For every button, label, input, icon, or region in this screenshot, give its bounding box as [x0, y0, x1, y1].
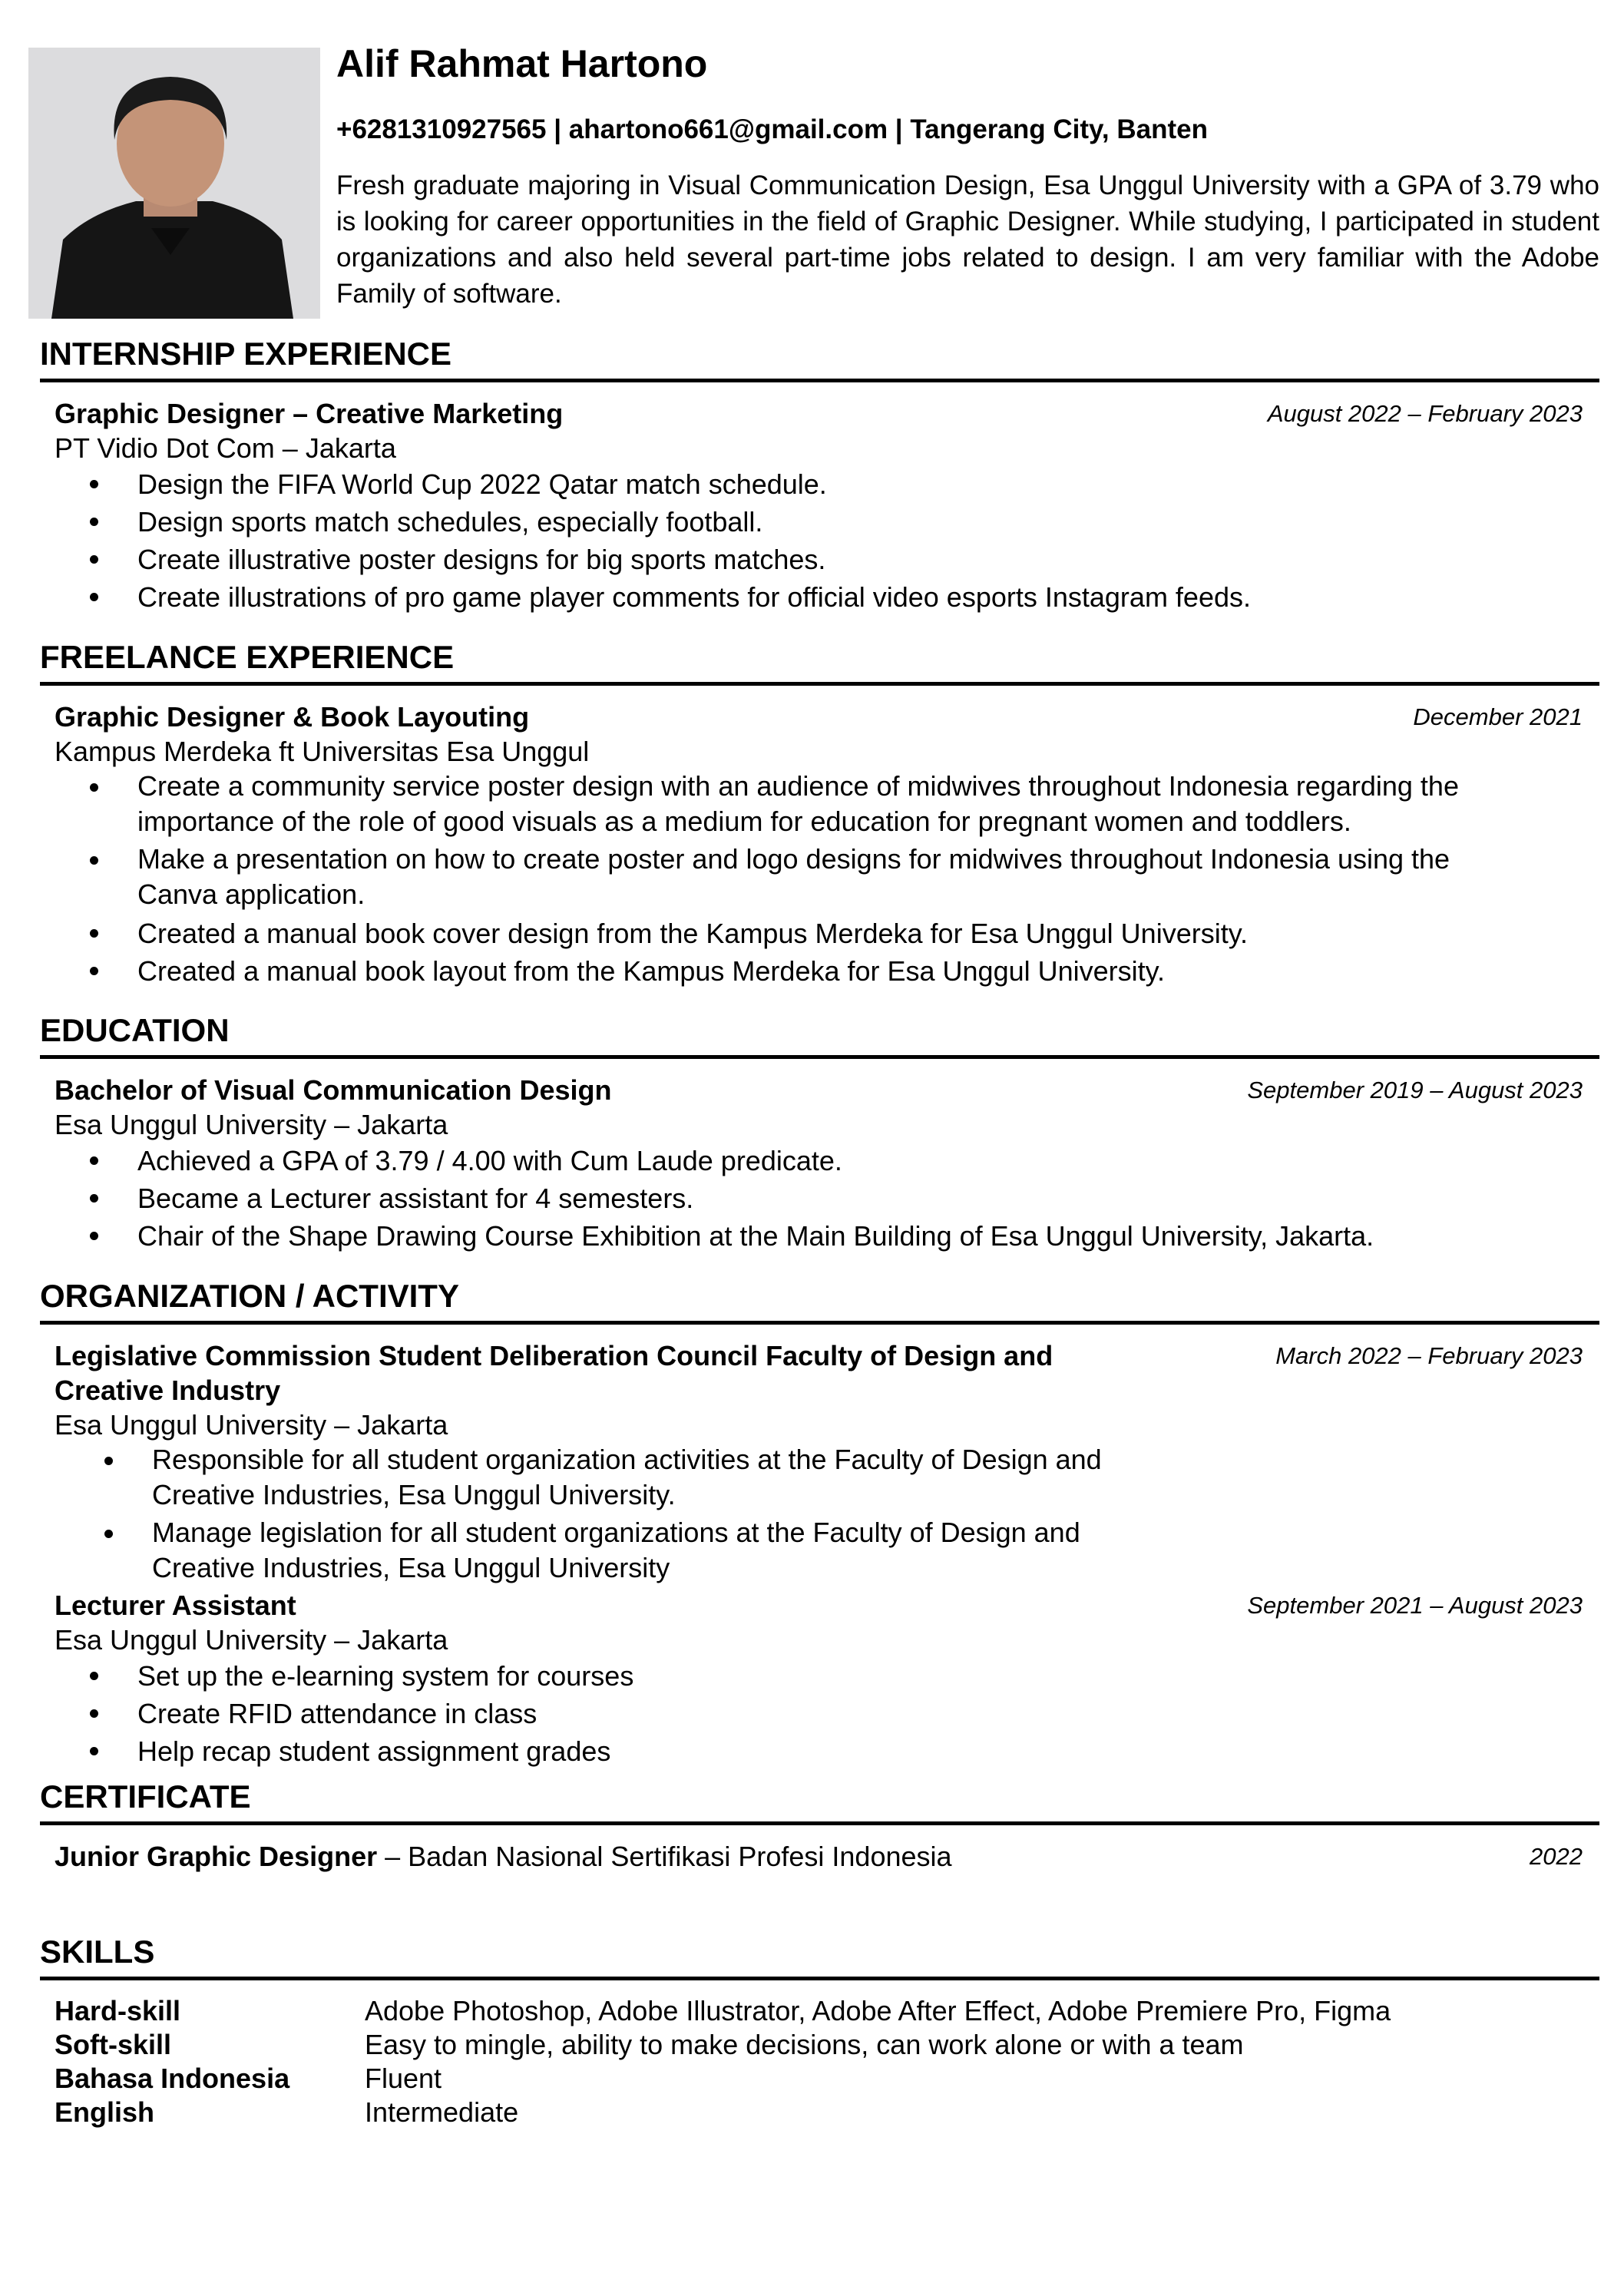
bullet-text: Created a manual book layout from the Kampus Merdeka for Esa Unggul University.	[137, 955, 1165, 987]
bullet-list	[55, 1142, 1599, 1255]
freelance-section	[40, 638, 1599, 990]
date-range: August 2022 – February 2023	[1267, 400, 1583, 427]
education-section	[40, 1011, 1599, 1255]
bullet-text: Became a Lecturer assistant for 4 semesters.	[137, 1183, 694, 1214]
skill-value: Easy to mingle, ability to make decisions, can work alone or with a team	[365, 2029, 1244, 2060]
certificate-entry	[40, 1839, 1599, 1874]
organization-name: Esa Unggul University – Jakarta	[55, 1409, 448, 1441]
bullet-list	[55, 465, 1599, 616]
list-item	[55, 915, 1536, 952]
profile-summary: Fresh graduate majoring in Visual Communication Design, Esa Unggul University with a GPA of 3.79 who is looking for career opportunities in the field of Graphic Designer. While studying, I participated in student organizations and also held several part-time jobs related to design. I am very familiar with the Adobe Family of software.	[336, 170, 1599, 309]
skill-label: English	[55, 2096, 155, 2128]
skill-value: Intermediate	[365, 2096, 519, 2128]
bullet-icon	[90, 1232, 98, 1240]
bullet-text: Design the FIFA World Cup 2022 Qatar match schedule.	[137, 468, 827, 500]
bullet-icon	[104, 1457, 113, 1465]
date-range: December 2021	[1413, 703, 1583, 730]
certificate-issuer: – Badan Nasional Sertifikasi Profesi Indonesia	[377, 1841, 952, 1872]
bullet-text: Manage legislation for all student organizations at the Faculty of Design and Creative Industries, Esa Unggul University	[152, 1517, 1080, 1583]
bullet-icon	[90, 1747, 98, 1755]
company: Kampus Merdeka ft Universitas Esa Unggul	[55, 736, 590, 767]
list-item	[55, 842, 1536, 912]
section-title: FREELANCE EXPERIENCE	[40, 639, 455, 675]
list-item	[55, 1695, 1599, 1732]
bullet-icon	[90, 593, 98, 601]
contact-info: +6281310927565 | ahartono661@gmail.com | Tangerang City, Banten	[336, 114, 1208, 144]
organization-entry	[40, 1588, 1599, 1770]
bullet-text: Created a manual book cover design from the Kampus Merdeka for Esa Unggul University.	[137, 918, 1249, 949]
skills-section	[40, 1933, 1599, 2129]
bullet-icon	[90, 1709, 98, 1718]
bullet-text: Create illustrative poster designs for big sports matches.	[137, 544, 826, 575]
list-item	[55, 503, 1599, 541]
bullet-text: Create a community service poster design with an audience of midwives throughout Indonesia regarding the importance of the role of good visuals as a medium for education for pregnant women and toddlers.	[137, 770, 1459, 837]
bullet-icon	[104, 1530, 113, 1538]
organization-name: Esa Unggul University – Jakarta	[55, 1624, 448, 1656]
list-item	[55, 1217, 1599, 1255]
list-item	[55, 1179, 1599, 1217]
bullet-text: Help recap student assignment grades	[137, 1735, 611, 1767]
section-title: SKILLS	[40, 1934, 155, 1970]
candidate-name: Alif Rahmat Hartono	[336, 42, 708, 85]
list-item	[55, 465, 1599, 503]
bullet-icon	[90, 555, 98, 564]
bullet-text: Set up the e-learning system for courses	[137, 1660, 634, 1692]
section-title: ORGANIZATION / ACTIVITY	[40, 1278, 459, 1314]
skills-table	[40, 1994, 1599, 2129]
list-item	[55, 1515, 1176, 1586]
bullet-text: Design sports match schedules, especially football.	[137, 506, 763, 538]
bullet-list	[55, 769, 1536, 990]
bullet-text: Make a presentation on how to create poster and logo designs for midwives throughout Indonesia using the Canva application.	[137, 843, 1450, 910]
bullet-text: Chair of the Shape Drawing Course Exhibition at the Main Building of Esa Unggul University, Jakarta.	[137, 1220, 1374, 1252]
section-title: INTERNSHIP EXPERIENCE	[40, 336, 452, 372]
bullet-text: Responsible for all student organization activities at the Faculty of Design and Creative Industries, Esa Unggul University.	[152, 1444, 1102, 1510]
date-range: September 2019 – August 2023	[1247, 1077, 1583, 1103]
bullet-icon	[90, 929, 98, 938]
job-title: Graphic Designer & Book Layouting	[55, 701, 530, 733]
company: PT Vidio Dot Com – Jakarta	[55, 432, 396, 464]
school: Esa Unggul University – Jakarta	[55, 1109, 448, 1140]
certificate-section	[40, 1778, 1599, 1874]
section-title: CERTIFICATE	[40, 1778, 251, 1815]
degree: Bachelor of Visual Communication Design	[55, 1074, 612, 1106]
skill-label: Hard-skill	[55, 1995, 181, 2026]
bullet-icon	[90, 783, 98, 792]
bullet-icon	[90, 856, 98, 865]
skill-label: Soft-skill	[55, 2029, 172, 2060]
date-range: September 2021 – August 2023	[1247, 1592, 1583, 1619]
bullet-list	[55, 1442, 1176, 1586]
list-item	[55, 1442, 1176, 1513]
education-entry	[40, 1073, 1599, 1255]
bullet-icon	[90, 480, 98, 488]
experience-entry	[40, 396, 1599, 616]
bullet-icon	[90, 1672, 98, 1680]
list-item	[55, 1142, 1599, 1179]
bullet-list	[55, 1657, 1599, 1770]
bullet-icon	[90, 967, 98, 975]
certificate-name: Junior Graphic Designer	[55, 1841, 378, 1872]
list-item	[55, 1657, 1599, 1695]
certificate-year: 2022	[1530, 1843, 1583, 1870]
list-item	[55, 541, 1599, 578]
bullet-icon	[90, 1194, 98, 1203]
list-item	[55, 1732, 1599, 1770]
list-item	[55, 578, 1599, 616]
bullet-icon	[90, 518, 98, 526]
list-item	[55, 952, 1536, 990]
organization-entry	[40, 1338, 1599, 1586]
bullet-text: Achieved a GPA of 3.79 / 4.00 with Cum Laude predicate.	[137, 1145, 842, 1176]
role-title: Lecturer Assistant	[55, 1590, 296, 1621]
bullet-icon	[90, 1156, 98, 1165]
bullet-text: Create RFID attendance in class	[137, 1698, 537, 1729]
skill-label: Bahasa Indonesia	[55, 2063, 290, 2094]
skill-value: Fluent	[365, 2063, 442, 2094]
profile-photo	[28, 48, 320, 319]
experience-entry	[40, 700, 1599, 990]
skill-value: Adobe Photoshop, Adobe Illustrator, Adobe After Effect, Adobe Premiere Pro, Figma	[365, 1995, 1391, 2026]
date-range: March 2022 – February 2023	[1275, 1342, 1583, 1369]
section-title: EDUCATION	[40, 1012, 230, 1048]
job-title: Graphic Designer – Creative Marketing	[55, 398, 564, 429]
role-title: Legislative Commission Student Deliberation Council Faculty of Design and Creative Industry	[55, 1340, 1053, 1406]
organization-section	[40, 1277, 1599, 1770]
bullet-text: Create illustrations of pro game player comments for official video esports Instagram feeds.	[137, 581, 1252, 613]
internship-section	[40, 335, 1599, 616]
list-item	[55, 769, 1536, 839]
